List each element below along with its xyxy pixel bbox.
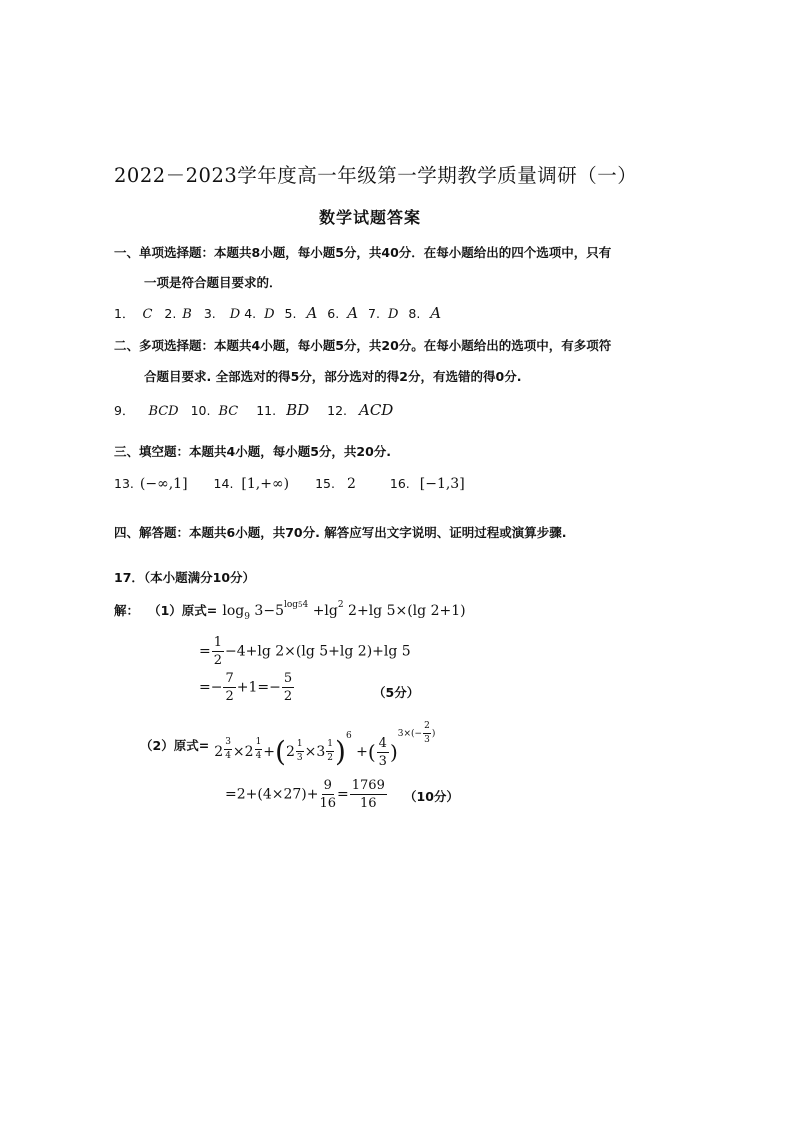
q9-num: 9．: [114, 403, 135, 418]
q10-answer: BC: [218, 404, 239, 419]
q8-num: 8.: [408, 306, 421, 321]
jie-label: 解：: [114, 603, 140, 618]
q7-answer: D: [387, 307, 399, 322]
q9-answer: BCD: [148, 404, 179, 419]
q11-num: 11.: [256, 403, 277, 418]
q14-answer: [1,+∞): [241, 476, 290, 492]
q4-num: 4.: [244, 306, 257, 321]
q1-answer: C: [142, 307, 153, 322]
q2-num: 2.: [164, 306, 177, 321]
q12-num: 12.: [327, 403, 348, 418]
q2-answer: B: [182, 307, 192, 322]
section3-answers: [114, 476, 465, 492]
section1-header: 一、单项选择题：本题共8小题，每小题5分，共40分．在每小题给出的四个选项中，只有: [114, 245, 612, 260]
q3-answer: D: [229, 307, 241, 322]
score-5: （5分）: [373, 685, 420, 700]
score-10: （10分）: [404, 789, 459, 804]
part1-expr-1: $\log_9 3-5^{log54} +\lg^2$ 2+lg 5×(lg 2+1): [222, 600, 466, 622]
q8-answer: A: [430, 304, 442, 322]
doc-title: 2022－2023学年度高一年级第一学期教学质量调研（一）: [114, 164, 638, 187]
q15-num: 15.: [315, 476, 335, 491]
q10-num: 10.: [190, 403, 211, 418]
q17-part2-line1: [140, 722, 435, 768]
q17-part1-line1: [114, 600, 466, 622]
part2-label: （2）原式=: [140, 737, 210, 753]
q6-num: 6.: [327, 306, 340, 321]
section2-answers: [114, 401, 393, 419]
part1-expr-3: =− $\frac{7}{2}$ +1=− $\frac{5}{2}$: [199, 671, 293, 704]
section1-answers: [114, 304, 441, 322]
q11-answer: BD: [286, 401, 310, 419]
q17-label: 17．（本小题满分10分）: [114, 570, 256, 585]
q6-answer: A: [347, 304, 359, 322]
section3-header: 三、填空题：本题共4小题，每小题5分，共20分.: [114, 444, 392, 459]
section1-header-cont: 一项是符合题目要求的．: [144, 275, 282, 290]
q15-answer: 2: [346, 476, 356, 492]
q7-num: 7.: [368, 306, 380, 321]
q12-answer: ACD: [359, 401, 394, 419]
doc-subtitle: 数学试题答案: [319, 208, 422, 227]
q1-num: 1．: [114, 306, 135, 321]
q13-answer: (−∞,1]: [139, 476, 188, 492]
part2-expr-1: 2 $\frac{3}{4}$ ×2 $\frac{1}{4}$ +(2 $\frac{1}{3}$ ×3 $\frac{1}{2}$ )$^6$ +( $\frac{4}{3}$ )$^{3\times(- \frac{2}{3} )}$: [214, 721, 436, 769]
q3-num: 3.: [203, 306, 216, 321]
part2-expr-2: =2+(4×27)+ $\frac{9}{16}$ = $\frac{1769}{16}$: [225, 778, 385, 811]
section2-header: 二、多项选择题：本题共4小题，每小题5分，共20分。在每小题给出的选项中，有多项符: [114, 338, 612, 353]
part1-label: （1）原式=: [148, 603, 218, 618]
section2-header-cont: 合题目要求. 全部选对的得5分，部分选对的得2分，有选错的得0分.: [144, 369, 522, 384]
q4-answer: D: [264, 307, 275, 322]
section4-header: 四、解答题：本题共6小题，共70分. 解答应写出文字说明、证明过程或演算步骤.: [114, 525, 567, 540]
q13-num: 13.: [114, 476, 134, 491]
q5-num: 5.: [284, 306, 297, 321]
q16-answer: [−1,3]: [419, 476, 465, 492]
q5-answer: A: [306, 304, 318, 322]
q16-num: 16.: [389, 476, 410, 491]
q14-num: 14.: [213, 476, 234, 491]
part1-expr-2: = $\frac{1}{2}$ −4+lg 2×(lg 5+lg 2)+lg 5: [199, 635, 411, 668]
